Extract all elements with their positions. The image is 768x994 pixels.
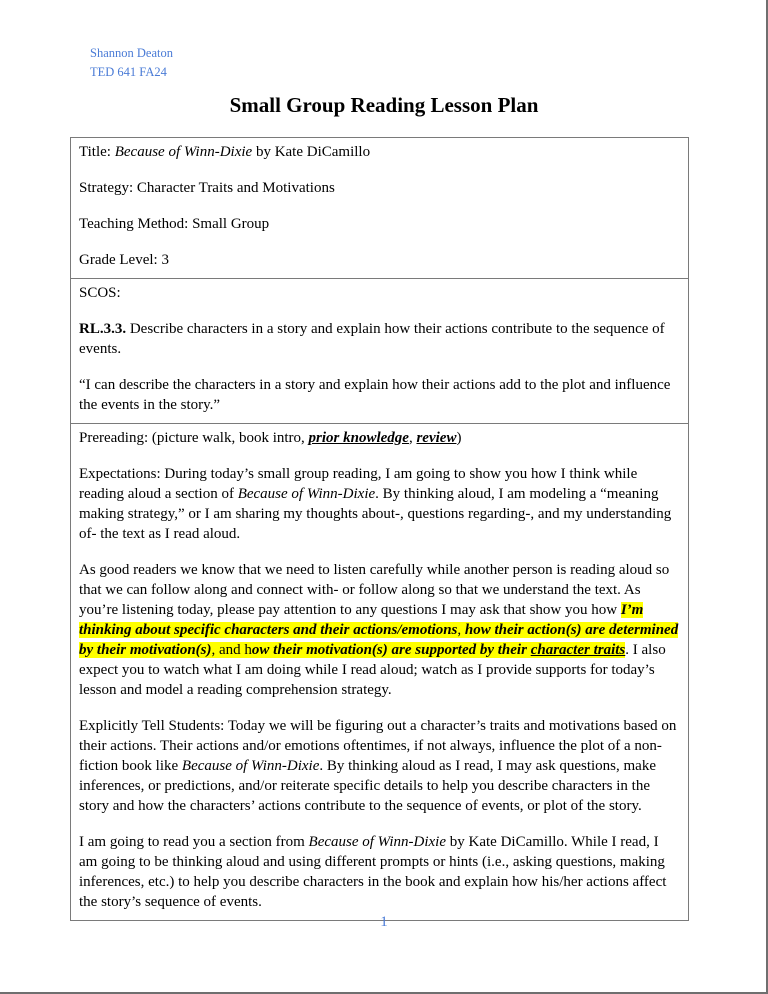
method-line: Teaching Method: Small Group (79, 216, 270, 232)
lesson-plan-table (70, 137, 689, 921)
highlighted-text: I’m thinking about specific characters and their actions/emotions (79, 602, 644, 638)
text: As good readers we know that we need to listen carefully while another person is reading aloud so that we can follow along and connect with- or follow along so that we understand the text. As you’re listening today, please pay attention to any questions I may ask that show you how (79, 562, 670, 618)
page-header (90, 44, 173, 82)
standard-text (79, 319, 680, 359)
text: . By thinking aloud, I am modeling a “meaning making strategy,” or I am sharing my thoughts about-, questions regarding-, and my understanding of- the text as I read aloud. (79, 486, 672, 542)
text: . I also expect you to watch what I am doing while I read aloud; watch as I provide supports for today’s lesson and model a reading comprehension strategy. (79, 642, 666, 698)
title-label: Title: (79, 144, 115, 160)
book-title: Because of Winn-Dixie (114, 144, 253, 160)
author-name: Shannon Deaton (90, 46, 173, 60)
text: Expectations: During today’s small group reading, I am going to show you how I think while reading aloud a section of (79, 466, 638, 502)
title-line (79, 142, 680, 162)
book-title: Because of Winn-Dixie (237, 486, 376, 502)
close-paren: ) (456, 430, 462, 446)
course-code: TED 641 FA24 (90, 65, 167, 79)
prior-knowledge: prior knowledge (308, 430, 409, 446)
book-title: Because of Winn-Dixie (308, 834, 446, 850)
document-title: Small Group Reading Lesson Plan (229, 93, 539, 117)
standard-code: RL.3.3. (79, 321, 127, 337)
prereading-line (79, 428, 680, 448)
expectations-paragraph (79, 464, 680, 544)
explicitly-tell-paragraph (79, 716, 680, 816)
prereading-row (71, 423, 688, 920)
text: by Kate DiCamillo. While I read, I am going to be thinking aloud and using different prompts or hints (i.e., asking questions, making inferences, etc.) to help you describe characters in the book and explain how his/her actions affect the story’s sequence of events. (79, 834, 667, 910)
separator: , (408, 430, 417, 446)
strategy-line: Strategy: Character Traits and Motivations (79, 180, 335, 196)
grade-line: Grade Level: 3 (79, 252, 169, 268)
text: I am going to read you a section from (79, 834, 309, 850)
book-author: by Kate DiCamillo (252, 144, 371, 160)
book-title: Because of Winn-Dixie (181, 758, 320, 774)
text: . By thinking aloud as I read, I may ask questions, make inferences, or predictions, and/or reiterate specific details to help you describe characters in the story and how the characters’ actions contribute to the sequence of events, or plot of the story. (79, 758, 656, 814)
standard-description: Describe characters in a story and explain how their actions contribute to the sequence of events. (79, 321, 665, 357)
i-can-statement: “I can describe the characters in a story and explain how their actions add to the plot and influence the events in the story.” (79, 377, 671, 413)
text: Explicitly Tell Students: Today we will be figuring out a character’s traits and motivations based on their actions. Their actions and/or emotions oftentimes, if not always, influence the plot of a non-fiction book like (79, 718, 677, 774)
text: , (457, 622, 465, 638)
highlighted-text: ow their motivation(s) are supported by their (251, 642, 531, 658)
scos-row (71, 278, 688, 423)
scos-label: SCOS: (79, 285, 121, 301)
text: , and h (211, 642, 252, 658)
prereading-intro: Prereading: (picture walk, book intro, (79, 430, 309, 446)
good-readers-paragraph (79, 560, 680, 700)
info-row (71, 138, 688, 278)
read-aloud-paragraph (79, 832, 680, 912)
page-number: 1 (380, 914, 388, 930)
review: review (416, 430, 457, 446)
character-traits: character traits (530, 642, 626, 658)
highlighted-text: how their action(s) are determined by their motivation(s) (79, 622, 679, 658)
